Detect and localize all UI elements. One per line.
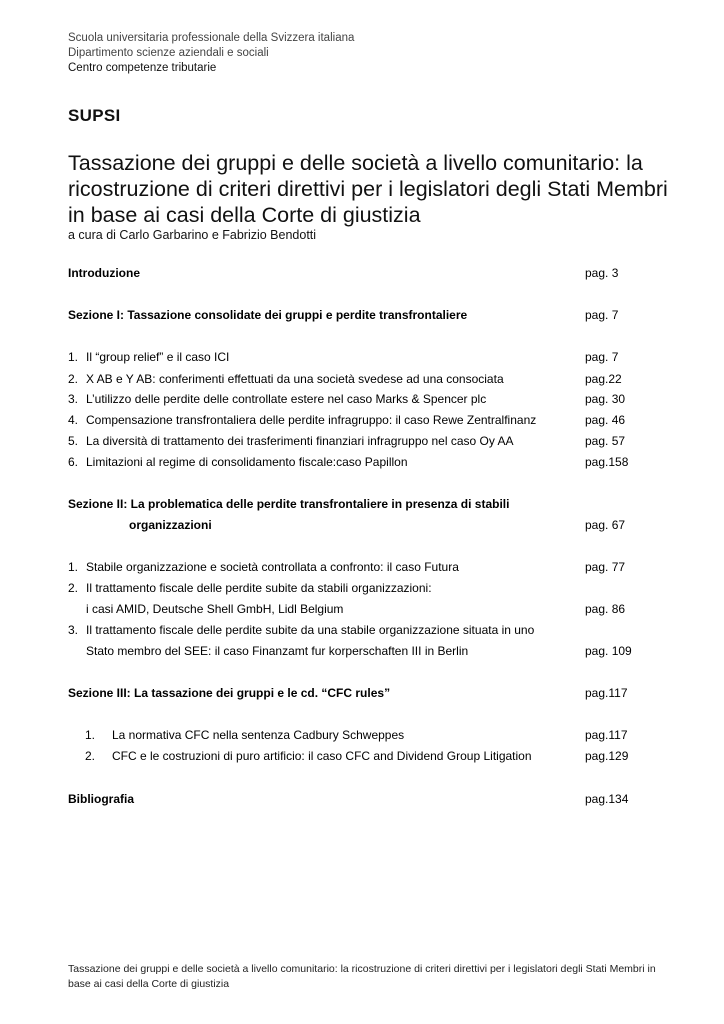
toc-item-number: 3. <box>68 623 79 637</box>
toc-item-page: pag. 57 <box>585 434 626 448</box>
toc-item-page: pag.129 <box>585 749 629 763</box>
toc-item-page: pag. 109 <box>585 644 632 658</box>
toc-item-number: 2. <box>68 372 79 386</box>
toc-item-page: pag.117 <box>585 728 628 742</box>
toc-item-title-cont: i casi AMID, Deutsche Shell GmbH, Lidl Belgium <box>86 602 344 616</box>
toc-section-title-cont: organizzazioni <box>129 518 212 532</box>
toc-item-page: pag.158 <box>585 455 629 469</box>
toc-entry-title: Introduzione <box>68 266 140 280</box>
toc-section-title: Sezione III: La tassazione dei gruppi e le cd. “CFC rules” <box>68 686 391 700</box>
toc-item-title: Il trattamento fiscale delle perdite subite da una stabile organizzazione situata in uno <box>86 623 535 637</box>
toc-item-page: pag. 77 <box>585 560 626 574</box>
toc-item-title: CFC e le costruzioni di puro artificio: il caso CFC and Dividend Group Litigation <box>112 749 532 763</box>
toc-item-number: 2. <box>85 749 96 763</box>
header-line-centre: Centro competenze tributarie <box>68 62 217 74</box>
header-line-department: Dipartimento scienze aziendali e sociali <box>68 47 269 59</box>
toc-section-title: Sezione I: Tassazione consolidate dei gruppi e perdite transfrontaliere <box>68 308 468 322</box>
toc-item-page: pag. 30 <box>585 392 626 406</box>
toc-item-number: 3. <box>68 392 79 406</box>
page-footer: Tassazione dei gruppi e delle società a livello comunitario: la ricostruzione di criteri direttivi per i legislatori degli Stati Membri in base ai casi della Corte di giustizia <box>68 963 656 990</box>
toc-entry-page: pag. 3 <box>585 266 619 280</box>
toc-entry-page: pag.134 <box>585 792 629 806</box>
document-authors: a cura di Carlo Garbarino e Fabrizio Bendotti <box>68 228 317 242</box>
toc-item-number: 1. <box>68 350 79 364</box>
toc-item-page: pag. 86 <box>585 602 626 616</box>
toc-item-page: pag.22 <box>585 372 622 386</box>
supsi-logo: SUPSI <box>68 106 121 125</box>
toc-item-title: Limitazioni al regime di consolidamento fiscale:caso Papillon <box>86 455 408 469</box>
toc-item-title: La diversità di trattamento dei trasferimenti finanziari infragruppo nel caso Oy AA <box>86 434 514 448</box>
document-title: Tassazione dei gruppi e delle società a livello comunitario: la ricostruzione di criteri direttivi per i legislatori degli Stati Membri in base ai casi della Corte di giustizia <box>68 151 668 227</box>
toc-item-page: pag. 7 <box>585 350 619 364</box>
toc-item-page: pag. 46 <box>585 413 626 427</box>
toc-section-page: pag. 67 <box>585 518 626 532</box>
toc-item-title-cont: Stato membro del SEE: il caso Finanzamt fur korperschaften III in Berlin <box>86 644 469 658</box>
toc-item-title: X AB e Y AB: conferimenti effettuati da una società svedese ad una consociata <box>86 372 504 386</box>
toc-item-title: Compensazione transfrontaliera delle perdite infragruppo: il caso Rewe Zentralfinanz <box>86 413 537 427</box>
toc-item-number: 1. <box>85 728 96 742</box>
toc-item-title: L’utilizzo delle perdite delle controllate estere nel caso Marks & Spencer plc <box>86 392 487 406</box>
toc-section-title: Sezione II: La problematica delle perdite transfrontaliere in presenza di stabili <box>68 497 510 511</box>
toc-section-page: pag. 7 <box>585 308 619 322</box>
toc-item-number: 6. <box>68 455 79 469</box>
toc-item-title: Il “group relief” e il caso ICI <box>86 350 230 364</box>
toc-item-title: La normativa CFC nella sentenza Cadbury Schweppes <box>112 728 405 742</box>
toc-item-number: 5. <box>68 434 79 448</box>
toc-item-title: Stabile organizzazione e società controllata a confronto: il caso Futura <box>86 560 459 574</box>
toc-item-number: 2. <box>68 581 79 595</box>
toc-item-title: Il trattamento fiscale delle perdite subite da stabili organizzazioni: <box>86 581 432 595</box>
header-line-school: Scuola universitaria professionale della Svizzera italiana <box>68 32 355 44</box>
institution-header <box>68 31 354 76</box>
toc-entry-title: Bibliografia <box>68 792 135 806</box>
toc-item-number: 4. <box>68 413 79 427</box>
toc-item-number: 1. <box>68 560 79 574</box>
toc-section-page: pag.117 <box>585 686 628 700</box>
